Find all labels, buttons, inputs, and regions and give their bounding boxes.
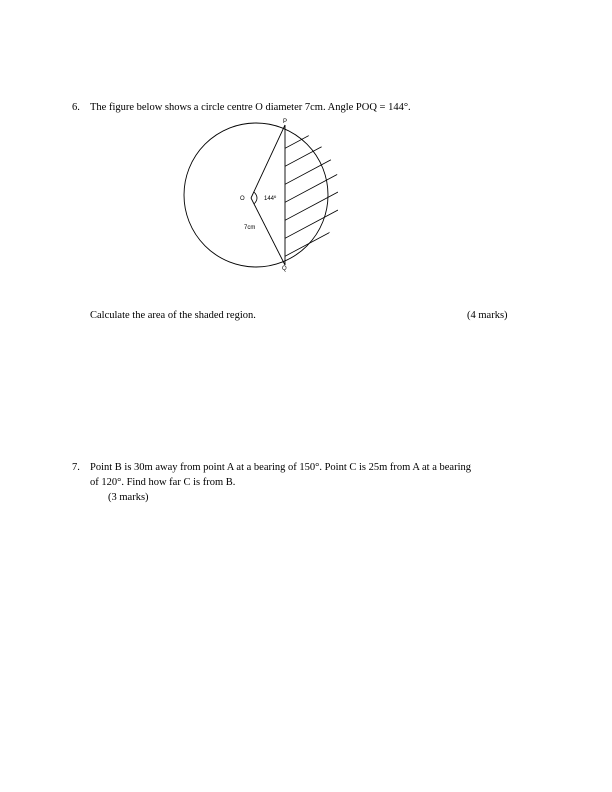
q6-number: 6. <box>72 102 80 113</box>
label-q: Q <box>282 266 287 272</box>
q6-text: The figure below shows a circle centre O diameter 7cm. Angle POQ = 144°. <box>90 102 411 113</box>
diameter-label: 7cm <box>244 225 256 231</box>
angle-label: 144º <box>264 196 277 202</box>
q7-marks: (3 marks) <box>108 492 149 503</box>
label-o: O <box>240 196 245 202</box>
label-p: P <box>283 119 288 125</box>
circle-figure <box>178 114 338 278</box>
q6-marks: (4 marks) <box>467 310 508 321</box>
q7-line2: of 120°. Find how far C is from B. <box>90 477 236 488</box>
q6-instruction: Calculate the area of the shaded region. <box>90 310 256 321</box>
shaded-segment-hatching <box>278 120 338 260</box>
q7-line1: Point B is 30m away from point A at a bearing of 150°. Point C is 25m from A at a bearing <box>90 462 471 473</box>
angle-arc <box>254 192 257 204</box>
radius-op <box>251 125 285 198</box>
radius-oq <box>251 198 285 265</box>
q7-number: 7. <box>72 462 80 473</box>
